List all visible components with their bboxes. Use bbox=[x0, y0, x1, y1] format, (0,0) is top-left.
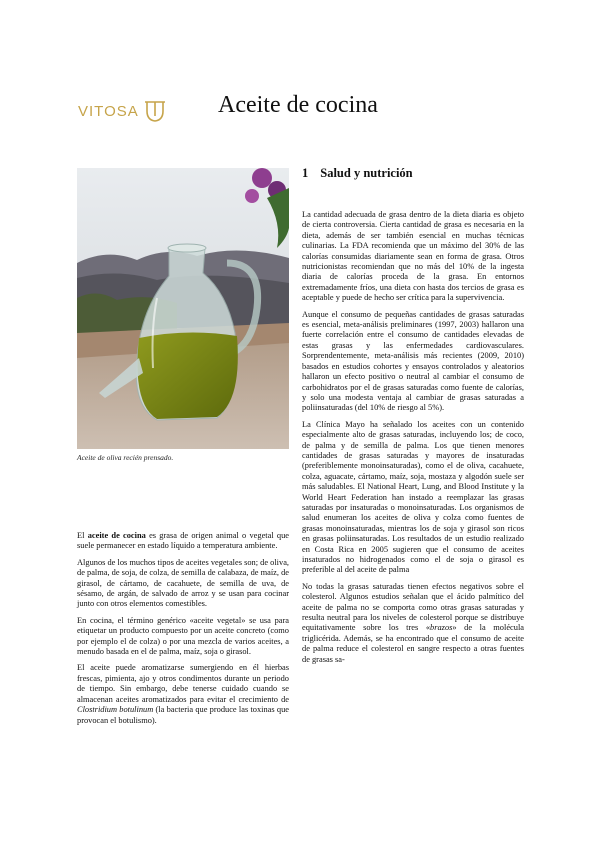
paragraph: No todas la grasas saturadas tienen efectos negativos sobre el colesterol. Algunos estudios señalan que el ácido palmítico del aceite de palma no se comporta como otras grasas saturadas y resulta neutral para los niveles de colesterol porque se distribuye equitativamente sobre los tres «brazos» de la molécula triglicérida. Además, se ha encontrado que el consumo de aceite de palma reduce el colesterol en sangre respecto a otras fuentes de grasas sa- bbox=[302, 581, 524, 664]
bold-term: aceite de cocina bbox=[87, 531, 146, 540]
paragraph: En cocina, el término genérico «aceite vegetal» se usa para etiquetar un producto compuesto por un aceite concreto (como por ejemplo el de colza) o por una mezcla de varios aceites, a menudo basada en el de palma, maíz, soja o girasol. bbox=[77, 615, 289, 657]
logo-text: VITOSA bbox=[78, 102, 139, 120]
paragraph: La Clínica Mayo ha señalado los aceites con un contenido especialmente alto de grasas saturadas, incluyendo los; de coco, de palma y de semilla de palma. Los que tienen menores cantidades de grasas saturadas y mayores de insaturadas (preferiblemente monoinsaturadas), como el de oliva, cacahuete, colza, aguacate, cártamo, maíz, soja, mostaza y algodón suele ser más saludables. El National Heart, Lung, and Blood Institute y la World Heart Federation han instado a reemplazar las grasas saturadas por insaturadas o monoinsaturadas. Los organismos de salud enumeran los aceites de oliva y colza como fuentes de grasas monoinsaturadas, mientras los de soja y girasol son ricos en grasas poliinsaturadas. Los resultados de un estudio realizado en Costa Rica en 2005 sugieren que el consumo de aceites insaturados no hidrogenados como el de soja o girasol es preferible al del aceite de palma bbox=[302, 419, 524, 575]
paragraph: La cantidad adecuada de grasa dentro de la dieta diaria es objeto de cierta controversia. Cierta cantidad de grasa es necesaria en la dieta, además de ser también esencial en muchas técnicas culinarias. La FDA recomienda que un máximo del 30% de las calorías consumidas diariamente sean en forma de grasa. Otros nutricionistas recomiendan que no más del 10% de la ingesta diaria de calorías proceda de la grasa. En entornos extremadamente fríos, una dieta con hasta dos tercios de grasa es aceptable y puede de hecho ser crítica para la supervivencia. bbox=[302, 210, 524, 303]
paragraph: El aceite de cocina es grasa de origen animal o vegetal que suele permanecer en estado líquido a temperatura ambiente. bbox=[77, 531, 290, 551]
page-title: Aceite de cocina bbox=[218, 92, 378, 118]
logo bbox=[78, 99, 166, 123]
section-title: Salud y nutrición bbox=[320, 166, 413, 180]
section-number: 1 bbox=[302, 166, 309, 180]
italic-term: Clostridium botulinum bbox=[77, 705, 154, 715]
figure-caption: Aceite de oliva recién prensado. bbox=[77, 453, 174, 462]
left-column bbox=[77, 531, 289, 732]
paragraph: El aceite puede aromatizarse sumergiendo en él hierbas frescas, pimienta, ajo y otros condimentos durante un periodo de tiempo. Sin embargo, debe tenerse cuidado cuando se almacenan aceites aromatizados para evitar el crecimiento de Clostridium botulinum (la bacteria que produce las toxinas que provocan el botulismo). bbox=[77, 663, 289, 725]
vitosa-t-icon bbox=[144, 99, 166, 123]
paragraph: Aunque el consumo de pequeñas cantidades de grasas saturadas es esencial, meta-análisis preliminares (1997, 2003) hallaron una fuerte correlación entre el consumo de cantidades elevadas de estas grasas y las enfermedades cardiovasculares. Sorprendentemente, meta-análisis más recientes (2009, 2010) basados en estudios cohortes y ensayos controlados y aleatorios hallaron un efecto positivo o neutral al cambiar el consumo de carbohidratos por el de grasas saturadas como fuente de calorías, y solo una modesta ventaja al cambiar de grasas saturadas a poliinsaturadas (del 10% de riesgo al 5%). bbox=[302, 309, 524, 413]
italic-term: brazos bbox=[430, 623, 453, 633]
right-column bbox=[302, 210, 524, 671]
paragraph: Algunos de los muchos tipos de aceites vegetales son; de oliva, de palma, de soja, de colza, de semilla de calabaza, de maíz, de girasol, de cártamo, de cacahuete, de semilla de uva, de sésamo, de argán, de salvado de arroz y se usan para cocinar junto con otros elementos comestibles. bbox=[77, 557, 289, 609]
section-heading bbox=[302, 166, 413, 181]
olive-oil-jug-photo bbox=[77, 168, 289, 449]
